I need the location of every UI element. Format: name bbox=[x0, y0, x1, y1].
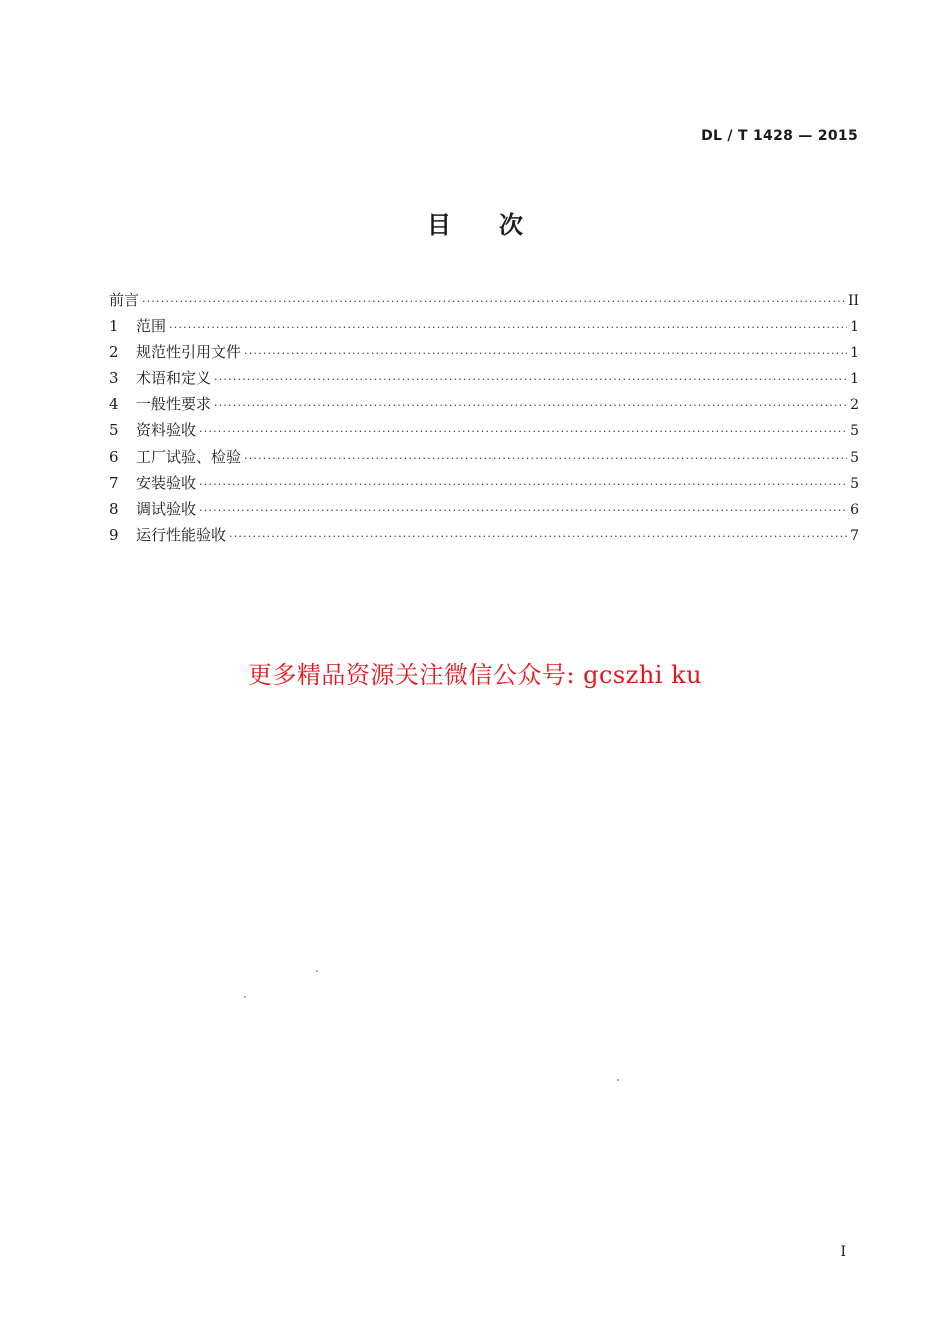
toc-entry-number: 2 bbox=[109, 343, 119, 362]
toc-entry-number: 1 bbox=[109, 317, 119, 336]
scan-speck bbox=[244, 996, 246, 998]
scan-speck bbox=[617, 1079, 619, 1081]
toc-leader-dots bbox=[244, 341, 847, 367]
standard-code: DL / T 1428 — 2015 bbox=[701, 128, 858, 144]
toc-entry-2[interactable] bbox=[109, 339, 859, 365]
toc-entry-9[interactable] bbox=[109, 522, 859, 548]
toc-leader-dots bbox=[244, 446, 847, 472]
toc-leader-dots bbox=[169, 315, 847, 341]
toc-entry-4[interactable] bbox=[109, 391, 859, 417]
toc-leader-dots bbox=[142, 289, 845, 315]
toc-entry-1[interactable] bbox=[109, 313, 859, 339]
toc-leader-dots bbox=[199, 419, 847, 445]
toc-entry-6[interactable] bbox=[109, 444, 859, 470]
toc-entry-label: 前言 bbox=[109, 291, 140, 309]
toc-entry-label: 调试验收 bbox=[136, 499, 197, 518]
toc-leader-dots bbox=[199, 498, 847, 524]
toc-entry-number: 9 bbox=[109, 525, 119, 544]
toc-entry-number: 6 bbox=[109, 447, 119, 466]
toc-entry-page: 1 bbox=[850, 319, 859, 336]
toc-entry-page: 5 bbox=[850, 475, 859, 492]
toc-entry-page: 6 bbox=[850, 501, 859, 518]
toc-entry-label: 安装验收 bbox=[136, 473, 197, 492]
toc-entry-page: II bbox=[847, 293, 859, 309]
toc-entry-page: 5 bbox=[850, 423, 859, 440]
toc-leader-dots bbox=[214, 393, 847, 419]
toc-entry-label: 资料验收 bbox=[136, 421, 197, 440]
toc-entry-number: 8 bbox=[109, 499, 119, 518]
toc-entry-8[interactable] bbox=[109, 496, 859, 522]
toc-title: 目次 bbox=[427, 211, 571, 239]
toc-entry-page: 1 bbox=[850, 371, 859, 388]
toc-entry-label: 范围 bbox=[136, 317, 167, 336]
toc-entry-page: 5 bbox=[850, 449, 859, 466]
toc-entry-page: 1 bbox=[850, 345, 859, 362]
promo-watermark-text: 更多精品资源关注微信公众号: gcszhi ku bbox=[247, 661, 703, 689]
table-of-contents bbox=[109, 287, 859, 548]
toc-leader-dots bbox=[199, 472, 847, 498]
toc-leader-dots bbox=[229, 524, 847, 550]
toc-entry-7[interactable] bbox=[109, 470, 859, 496]
toc-entry-number: 7 bbox=[109, 473, 119, 492]
toc-entry-label: 工厂试验、检验 bbox=[136, 447, 242, 466]
scan-speck bbox=[316, 970, 318, 972]
toc-entry-number: 3 bbox=[109, 369, 119, 388]
toc-entry-5[interactable] bbox=[109, 417, 859, 443]
toc-entry-page: 7 bbox=[850, 527, 859, 544]
toc-entry-foreword[interactable] bbox=[109, 287, 859, 313]
toc-entry-label: 术语和定义 bbox=[136, 369, 212, 388]
toc-entry-label: 规范性引用文件 bbox=[136, 343, 242, 362]
toc-entry-page: 2 bbox=[850, 397, 859, 414]
toc-entry-number: 5 bbox=[109, 421, 119, 440]
toc-entry-number: 4 bbox=[109, 395, 119, 414]
toc-entry-3[interactable] bbox=[109, 365, 859, 391]
toc-entry-label: 一般性要求 bbox=[136, 395, 212, 414]
page-number: I bbox=[840, 1244, 846, 1260]
toc-leader-dots bbox=[214, 367, 847, 393]
toc-entry-label: 运行性能验收 bbox=[136, 525, 227, 544]
